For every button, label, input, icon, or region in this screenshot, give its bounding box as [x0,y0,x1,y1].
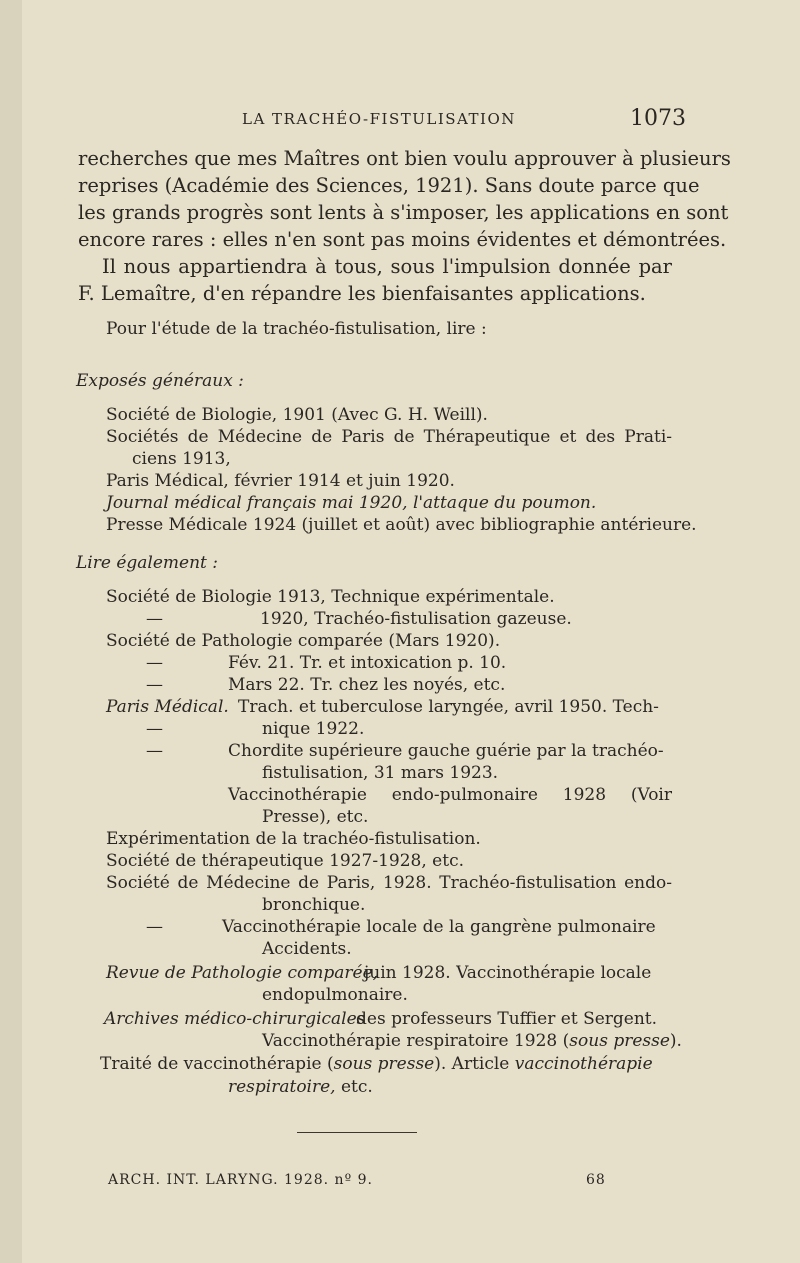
ref-italic: vaccinothérapie [514,1054,653,1074]
ref-line: Trach. et tuberculose laryngée, avril 1950. Tech- [238,697,659,717]
ref-line: Société de Pathologie comparée (Mars 1920). [106,631,501,651]
running-title: LA TRACHÉO-FISTULISATION [242,110,516,128]
ref-line: Expérimentation de la trachéo-fistulisation. [106,829,481,849]
dash-mark: — [146,917,163,937]
ref-journal: Paris Médical. [106,697,229,717]
dash-mark: — [146,741,163,761]
ref-text: Vaccinothérapie respiratoire 1928 ( [262,1031,570,1051]
ref-line: Vaccinothérapie locale de la gangrène pulmonaire [222,917,656,937]
ref-italic: sous presse [333,1054,435,1074]
dash-mark: — [146,675,163,695]
text-line: les grands progrès sont lents à s'imposer, les applications en sont [78,201,729,224]
text-line: reprises (Académie des Sciences, 1921). Sans doute parce que [78,174,700,197]
ref-text: Traité de vaccinothérapie ( [100,1054,334,1074]
section-heading: Lire également : [76,553,218,573]
ref-line: Chordite supérieure gauche guérie par la trachéo- [228,741,664,761]
ref-line: juin 1928. Vaccinothérapie locale [364,963,652,983]
ref-journal: Archives médico-chirurgicales [104,1009,366,1029]
ref-line: nique 1922. [262,719,365,739]
ref-line: Sociétés de Médecine de Paris de Thérapeutique et des Prati- [106,427,672,447]
text-line: F. Lemaître, d'en répandre les bienfaisantes applications. [78,282,646,305]
ref-line-composed [100,1053,653,1075]
footer-signature: 68 [586,1172,606,1188]
ref-text: ). Article [434,1054,510,1074]
ref-italic: respiratoire, [228,1077,336,1097]
ref-line: Journal médical français mai 1920, l'attaque du poumon. [106,493,597,513]
page-number: 1073 [630,106,686,131]
ref-line: Paris Médical, février 1914 et juin 1920. [106,471,455,491]
closing-rule [297,1132,417,1133]
running-header [0,106,800,132]
ref-line: Société de thérapeutique 1927-1928, etc. [106,851,464,871]
ref-line: ciens 1913, [132,449,231,469]
ref-line: endopulmonaire. [262,985,408,1005]
ref-line: fistulisation, 31 mars 1923. [262,763,499,783]
ref-line: Société de Médecine de Paris, 1928. Trachéo-fistulisation endo- [106,873,672,893]
ref-line: 1920, Trachéo-fistulisation gazeuse. [260,609,572,629]
ref-journal: Revue de Pathologie comparée, [106,963,379,983]
section-heading: Exposés généraux : [76,371,244,391]
ref-line: Presse Médicale 1924 (juillet et août) avec bibliographie antérieure. [106,515,697,535]
lead-line: Pour l'étude de la trachéo-fistulisation, lire : [106,319,487,339]
ref-line: Accidents. [262,939,352,959]
ref-line: des professeurs Tuffier et Sergent. [356,1009,658,1029]
text-line: recherches que mes Maîtres ont bien voulu approuver à plusieurs [78,147,731,170]
ref-line-composed [228,1076,373,1098]
intro-paragraph [78,145,731,307]
footer-citation: ARCH. INT. LARYNG. 1928. nº 9. [108,1172,373,1188]
ref-text: etc. [341,1077,373,1097]
dash-mark: — [146,609,163,629]
dash-mark: — [146,653,163,673]
ref-line: bronchique. [262,895,366,915]
ref-line-composed [262,1030,682,1052]
ref-line: Fév. 21. Tr. et intoxication p. 10. [228,653,507,673]
ref-line: Société de Biologie 1913, Technique expérimentale. [106,587,555,607]
dash-mark: — [146,719,163,739]
ref-line: Presse), etc. [262,807,369,827]
text-line: Il nous appartiendra à tous, sous l'impulsion donnée par [102,255,672,278]
text-line: encore rares : elles n'en sont pas moins évidentes et démontrées. [78,228,727,251]
ref-line: Société de Biologie, 1901 (Avec G. H. Weill). [106,405,488,425]
ref-line: Vaccinothérapie endo-pulmonaire 1928 (Voir [228,785,672,805]
ref-line: Mars 22. Tr. chez les noyés, etc. [228,675,506,695]
ref-text: ). [669,1031,682,1051]
ref-italic: sous presse [569,1031,670,1051]
